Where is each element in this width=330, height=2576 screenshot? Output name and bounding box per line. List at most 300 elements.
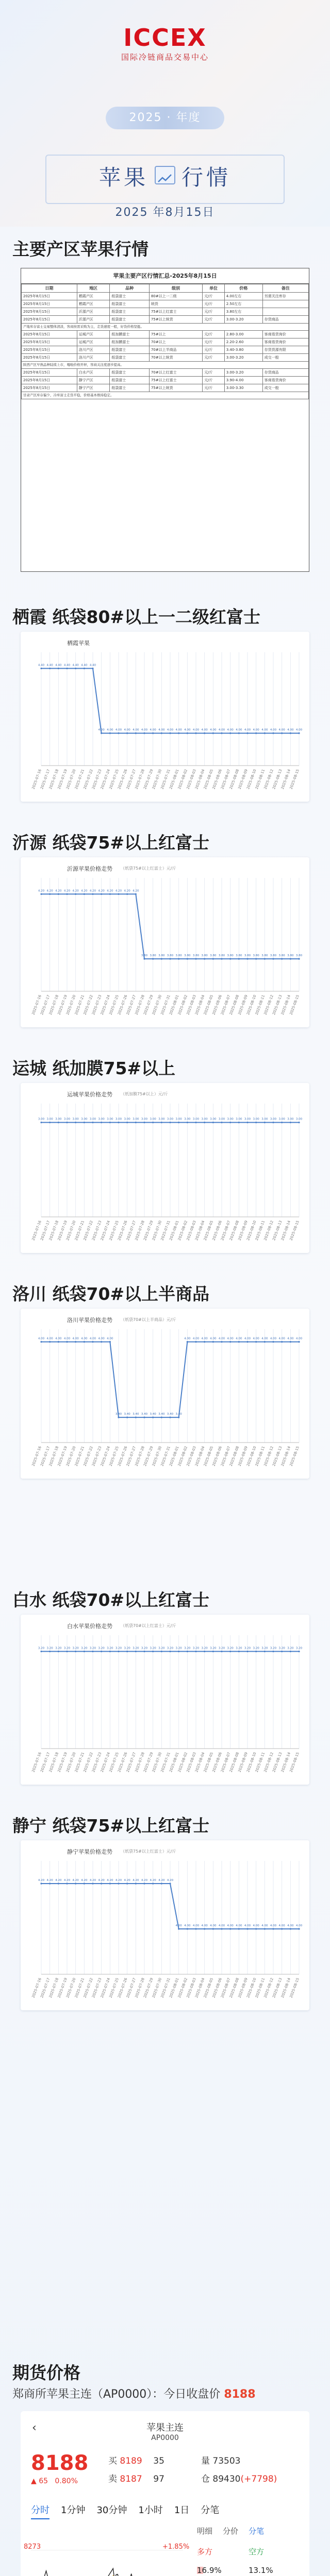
data-point — [143, 1883, 145, 1884]
title-left: 苹果 — [98, 165, 148, 190]
data-point — [135, 1883, 137, 1884]
x-tick-label: 2025-08-01 — [169, 1751, 180, 1773]
data-point — [66, 893, 68, 895]
table-row — [22, 354, 309, 362]
data-point — [212, 733, 214, 734]
data-label: 3.80 — [175, 954, 182, 958]
x-tick-label: 2025-07-17 — [40, 768, 51, 790]
x-tick-label: 2025-08-04 — [194, 994, 206, 1015]
data-label: 3.20 — [115, 1647, 122, 1650]
x-tick-label: 2025-07-29 — [143, 994, 154, 1015]
table-cell: 成交一般 — [262, 354, 308, 362]
data-point — [238, 1341, 240, 1343]
data-point — [178, 1122, 179, 1123]
data-label: 4.20 — [107, 889, 113, 893]
x-tick-label: 2025-07-20 — [65, 768, 77, 790]
data-point — [126, 1651, 128, 1652]
data-label: 4.20 — [55, 1879, 62, 1882]
x-tick-label: 2025-07-20 — [65, 1445, 77, 1467]
chart-title: 运城苹果价格走势 — [67, 1091, 112, 1098]
tab-2[interactable]: 30分钟 — [96, 2505, 127, 2516]
data-point — [290, 958, 291, 960]
data-point — [161, 1883, 162, 1884]
x-tick-label: 2025-08-09 — [237, 1219, 249, 1241]
x-tick-label: 2025-08-11 — [254, 1977, 266, 1998]
x-tick-label: 2025-07-21 — [74, 768, 86, 790]
table-header-cell: 日期 — [22, 284, 77, 293]
x-tick-label: 2025-08-04 — [194, 1977, 206, 1998]
data-point — [264, 1122, 266, 1123]
data-label: 4.00 — [244, 1924, 251, 1927]
data-label: 4.40 — [55, 664, 62, 667]
data-point — [221, 1928, 222, 1929]
data-label: 4.20 — [115, 889, 122, 893]
x-tick-label: 2025-08-11 — [254, 768, 266, 790]
x-tick-label: 2025-07-19 — [57, 1445, 68, 1467]
table-cell: 栖霞产区 — [77, 300, 110, 308]
chart-unit: （纸袋70#以上红富士）元/斤 — [121, 1623, 176, 1628]
x-tick-label: 2025-07-19 — [57, 994, 68, 1015]
x-tick-label: 2025-07-24 — [100, 768, 111, 790]
data-label: 4.20 — [38, 889, 45, 893]
x-tick-label: 2025-07-17 — [40, 1445, 51, 1467]
tab-0[interactable]: 分时 — [31, 2503, 50, 2519]
data-point — [178, 1417, 179, 1418]
x-tick-label: 2025-07-23 — [91, 1751, 103, 1773]
data-point — [75, 668, 76, 669]
x-tick-label: 2025-08-09 — [237, 994, 249, 1015]
data-label: 4.00 — [236, 1337, 242, 1341]
data-point — [264, 1928, 266, 1929]
x-tick-label: 2025-08-03 — [186, 1219, 197, 1241]
data-point — [290, 733, 291, 734]
data-point — [264, 733, 266, 734]
data-point — [126, 733, 128, 734]
data-point — [118, 893, 119, 895]
data-label: 4.20 — [81, 1879, 88, 1882]
table-cell: 白水产区 — [77, 369, 110, 377]
x-tick-label: 2025-08-05 — [203, 1751, 214, 1773]
x-tick-label: 2025-07-27 — [125, 768, 137, 790]
section-heading-chart: 栖霞 纸袋80#以上一二级红富士 — [12, 607, 261, 627]
data-point — [204, 1928, 205, 1929]
table-cell: 3.00-3.30 — [224, 384, 262, 392]
data-label: 4.00 — [278, 1924, 285, 1927]
table-cell: 2.80-3.00 — [224, 331, 262, 338]
x-tick-label: 2025-07-29 — [143, 1977, 154, 1998]
x-tick-label: 2025-07-25 — [108, 1977, 120, 1998]
data-point — [238, 1928, 240, 1929]
x-tick-label: 2025-08-05 — [203, 994, 214, 1015]
side-tab-2[interactable]: 分笔 — [249, 2527, 265, 2536]
section-heading-futures: 期货价格 — [12, 2363, 80, 2383]
x-tick-label: 2025-08-02 — [177, 768, 189, 790]
tab-3[interactable]: 1小时 — [138, 2505, 163, 2516]
data-point — [272, 733, 274, 734]
x-tick-label: 2025-07-26 — [117, 768, 128, 790]
futures-code: AP0000 — [151, 2434, 179, 2442]
data-label: 4.20 — [63, 889, 71, 893]
x-tick-label: 2025-07-24 — [100, 1977, 111, 1998]
table-cell: 客商看货询价 — [262, 331, 308, 338]
data-point — [221, 1122, 222, 1123]
data-point — [195, 733, 196, 734]
table-note-row — [22, 392, 309, 399]
x-tick-label: 2025-07-31 — [160, 994, 171, 1015]
data-point — [255, 733, 257, 734]
data-label: 4.40 — [81, 664, 88, 667]
data-label: 4.00 — [89, 1337, 96, 1341]
data-label: 4.20 — [158, 1879, 165, 1882]
data-point — [264, 1341, 266, 1343]
x-tick-label: 2025-07-16 — [31, 1751, 42, 1773]
x-tick-label: 2025-08-03 — [186, 1445, 197, 1467]
data-point — [229, 958, 231, 960]
data-label: 4.00 — [227, 1924, 234, 1927]
sell-label: 卖 — [108, 2474, 117, 2484]
x-tick-label: 2025-07-22 — [82, 768, 94, 790]
table-cell: 75#以上统货 — [149, 316, 202, 324]
data-label: 3.20 — [72, 1647, 79, 1650]
x-tick-label: 2025-07-22 — [82, 1219, 94, 1241]
table-note-row — [22, 324, 309, 331]
data-label: 4.40 — [89, 664, 96, 667]
data-label: 3.20 — [236, 1647, 242, 1650]
x-tick-label: 2025-07-24 — [100, 1751, 111, 1773]
data-point — [169, 1417, 171, 1418]
data-label: 4.00 — [192, 1924, 200, 1927]
title-box — [45, 155, 285, 204]
table-note-row — [22, 362, 309, 369]
data-label: 3.00 — [98, 1117, 105, 1121]
data-point — [92, 1883, 93, 1884]
data-label: 3.20 — [81, 1647, 88, 1650]
x-tick-label: 2025-07-22 — [82, 994, 94, 1015]
volume-value: 73503 — [212, 2456, 241, 2466]
data-point — [58, 1651, 59, 1652]
data-point — [195, 1341, 196, 1343]
data-label: 3.80 — [141, 954, 148, 958]
data-point — [298, 958, 300, 960]
data-label: 4.20 — [150, 1879, 156, 1882]
table-cell: 存货商品 — [262, 369, 308, 377]
data-label: 4.20 — [98, 1879, 105, 1882]
data-point — [118, 1883, 119, 1884]
x-tick-label: 2025-08-11 — [254, 1751, 266, 1773]
x-tick-label: 2025-08-07 — [220, 1445, 232, 1467]
data-point — [58, 893, 59, 895]
data-point — [187, 733, 188, 734]
x-tick-label: 2025-08-14 — [280, 1219, 292, 1241]
table-row — [22, 300, 309, 308]
x-tick-label: 2025-08-13 — [272, 1445, 283, 1467]
data-point — [229, 1341, 231, 1343]
chart-title: 白水苹果价格走势 — [67, 1623, 112, 1630]
data-label: 4.20 — [107, 1879, 113, 1882]
data-label: 4.20 — [63, 1879, 71, 1882]
x-tick-label: 2025-07-17 — [40, 1751, 51, 1773]
data-point — [40, 1651, 42, 1652]
line-chart — [21, 632, 309, 802]
data-label: 3.00 — [167, 1117, 174, 1121]
side-tab-1[interactable]: 分价 — [223, 2527, 239, 2536]
table-header-cell: 单位 — [203, 284, 225, 293]
order-flow-right: 13.1% — [249, 2566, 273, 2575]
buy-volume: 35 — [153, 2456, 164, 2466]
data-point — [229, 1928, 231, 1929]
x-tick-label: 2025-08-13 — [272, 1751, 283, 1773]
x-tick-label: 2025-08-12 — [263, 1751, 274, 1773]
oi-label: 仓 — [201, 2474, 210, 2484]
data-point — [161, 1417, 162, 1418]
data-label: 3.00 — [72, 1117, 79, 1121]
data-point — [40, 668, 42, 669]
x-tick-label: 2025-07-18 — [48, 1751, 60, 1773]
data-point — [49, 668, 51, 669]
data-label: 4.00 — [201, 728, 208, 732]
chart-title: 静宁苹果价格走势 — [67, 1849, 112, 1855]
x-tick-label: 2025-07-18 — [48, 1977, 60, 1998]
table-row — [22, 308, 309, 316]
table-cell: 沂源产区 — [77, 308, 110, 316]
data-label: 3.00 — [210, 1117, 217, 1121]
data-point — [281, 733, 283, 734]
data-label: 4.00 — [124, 728, 130, 732]
table-cell — [262, 308, 308, 316]
price-chart-card — [21, 1309, 309, 1479]
data-label: 4.00 — [210, 1337, 217, 1341]
data-point — [169, 1651, 171, 1652]
data-label: 3.00 — [107, 1117, 113, 1121]
data-point — [126, 1417, 128, 1418]
data-label: 4.00 — [201, 1337, 208, 1341]
data-label: 4.00 — [270, 1924, 277, 1927]
data-point — [135, 1122, 137, 1123]
bid-ask-block — [108, 2453, 164, 2484]
data-point — [246, 733, 248, 734]
price-chart-card — [21, 632, 309, 802]
x-tick-label: 2025-08-14 — [280, 768, 292, 790]
x-tick-label: 2025-08-01 — [169, 994, 180, 1015]
data-point — [178, 1651, 179, 1652]
data-point — [66, 1883, 68, 1884]
table-note: 产地库存富士交易整体清淡，客商按需采购为主，走货速度一般，好货价格坚挺。 — [22, 324, 309, 331]
data-point — [118, 1417, 119, 1418]
buy-price: 8189 — [120, 2456, 142, 2466]
table-cell: 运城产区 — [77, 331, 110, 338]
table-cell: 纸袋富士 — [110, 300, 149, 308]
x-tick-label: 2025-07-31 — [160, 1751, 171, 1773]
data-point — [84, 1883, 85, 1884]
x-tick-label: 2025-08-13 — [272, 1219, 283, 1241]
order-flow-row — [197, 2546, 300, 2557]
tab-5[interactable]: 分笔 — [201, 2505, 220, 2516]
data-label: 3.20 — [158, 1647, 165, 1650]
data-point — [152, 1417, 154, 1418]
data-label: 4.00 — [253, 728, 259, 732]
table-cell: 纸袋富士 — [110, 377, 149, 384]
data-point — [75, 1341, 76, 1343]
oi-value: 89430 — [212, 2474, 241, 2484]
data-point — [204, 1341, 205, 1343]
data-point — [126, 893, 128, 895]
x-tick-label: 2025-07-18 — [48, 994, 60, 1015]
data-point — [204, 1651, 205, 1652]
x-tick-label: 2025-07-22 — [82, 1977, 94, 1998]
tab-1[interactable]: 1分钟 — [61, 2505, 86, 2516]
table-cell: 静宁产区 — [77, 377, 110, 384]
x-tick-label: 2025-07-25 — [108, 1445, 120, 1467]
x-tick-label: 2025-08-08 — [228, 1977, 240, 1998]
table-cell: 纸袋富士 — [110, 346, 149, 354]
x-tick-label: 2025-08-15 — [289, 1445, 300, 1467]
data-point — [229, 1651, 231, 1652]
data-label: 4.00 — [236, 728, 242, 732]
data-label: 4.00 — [150, 728, 156, 732]
x-tick-label: 2025-07-21 — [74, 1751, 86, 1773]
data-label: 3.20 — [184, 1647, 191, 1650]
data-point — [92, 893, 93, 895]
table-cell: 2025年8月15日 — [22, 369, 77, 377]
report-date: 2025 年8月15日 — [115, 206, 215, 219]
data-point — [169, 1883, 171, 1884]
data-point — [109, 1122, 111, 1123]
data-point — [204, 733, 205, 734]
data-point — [187, 1341, 188, 1343]
table-cell: 元/斤 — [203, 384, 225, 392]
table-cell: 客商看货询价 — [262, 377, 308, 384]
data-point — [49, 893, 51, 895]
x-tick-label: 2025-07-20 — [65, 994, 77, 1015]
data-point — [187, 1651, 188, 1652]
x-tick-label: 2025-07-17 — [40, 994, 51, 1015]
data-point — [204, 958, 205, 960]
x-tick-label: 2025-08-11 — [254, 1219, 266, 1241]
table-cell: 洛川产区 — [77, 346, 110, 354]
x-tick-label: 2025-08-13 — [272, 1977, 283, 1998]
data-point — [75, 893, 76, 895]
data-label: 3.20 — [218, 1647, 225, 1650]
data-point — [246, 958, 248, 960]
data-label: 3.40 — [124, 1413, 130, 1416]
tab-4[interactable]: 1日 — [174, 2505, 190, 2516]
table-note: 甘肃产区库存偏少，冷库富士走货平稳，价格基本维持稳定。 — [22, 392, 309, 399]
data-point — [101, 1651, 102, 1652]
data-label: 4.00 — [295, 728, 303, 732]
x-tick-label: 2025-08-08 — [228, 1445, 240, 1467]
data-label: 3.80 — [295, 954, 303, 958]
data-point — [238, 733, 240, 734]
table-row — [22, 293, 309, 300]
data-point — [40, 1341, 42, 1343]
chart-unit: （纸袋70#以上半商品）元/斤 — [121, 1317, 176, 1322]
data-point — [92, 668, 93, 669]
data-label: 3.80 — [227, 954, 234, 958]
section-heading-chart: 运城 纸加膜75#以上 — [12, 1058, 176, 1078]
table-row — [22, 346, 309, 354]
table-header-cell: 备注 — [262, 284, 308, 293]
x-tick-label: 2025-08-15 — [289, 1977, 300, 1998]
data-point — [212, 1341, 214, 1343]
x-tick-label: 2025-08-02 — [177, 1445, 189, 1467]
line-chart — [21, 1309, 309, 1479]
data-point — [255, 1341, 257, 1343]
data-label: 4.20 — [141, 1879, 148, 1882]
data-label: 3.00 — [133, 1117, 139, 1121]
data-label: 3.80 — [184, 954, 191, 958]
futures-last-price: 8188 — [31, 2451, 89, 2475]
x-tick-label: 2025-07-19 — [57, 1751, 68, 1773]
table-cell: 纸加膜富士 — [110, 331, 149, 338]
data-point — [298, 733, 300, 734]
data-label: 4.00 — [295, 1337, 303, 1341]
table-cell: 沂源产区 — [77, 316, 110, 324]
table-cell: 纸袋富士 — [110, 384, 149, 392]
data-label: 3.00 — [253, 1117, 259, 1121]
data-label: 4.00 — [72, 1337, 79, 1341]
data-label: 3.20 — [244, 1647, 251, 1650]
table-cell: 另需关注库存 — [262, 293, 308, 300]
data-point — [255, 958, 257, 960]
data-label: 3.20 — [150, 1647, 156, 1650]
data-point — [229, 1122, 231, 1123]
x-tick-label: 2025-08-09 — [237, 1751, 249, 1773]
data-point — [135, 893, 137, 895]
table-cell: 75#以上统货 — [149, 384, 202, 392]
table-cell: 元/斤 — [203, 354, 225, 362]
chart-unit: （纸袋75#以上红富士）元/斤 — [121, 1849, 176, 1854]
data-point — [272, 1122, 274, 1123]
x-tick-label: 2025-08-15 — [289, 1219, 300, 1241]
data-label: 4.00 — [175, 728, 182, 732]
data-point — [92, 1651, 93, 1652]
table-cell: 元/斤 — [203, 338, 225, 346]
x-tick-label: 2025-07-25 — [108, 1751, 120, 1773]
futures-change-pct: 0.80% — [55, 2477, 78, 2485]
data-point — [255, 1928, 257, 1929]
side-tab-0[interactable]: 明细 — [197, 2527, 213, 2536]
data-label: 4.00 — [210, 1924, 217, 1927]
data-point — [272, 1928, 274, 1929]
data-label: 4.40 — [46, 664, 53, 667]
data-label: 3.20 — [133, 1647, 139, 1650]
data-point — [49, 1341, 51, 1343]
data-point — [118, 1122, 119, 1123]
x-tick-label: 2025-08-10 — [246, 768, 257, 790]
x-tick-label: 2025-07-31 — [160, 1445, 171, 1467]
data-label: 3.40 — [115, 1413, 122, 1416]
table-cell: 75#以上 — [149, 331, 202, 338]
table-cell: 纸加膜富士 — [110, 338, 149, 346]
data-point — [126, 1122, 128, 1123]
data-label: 4.00 — [158, 728, 165, 732]
x-tick-label: 2025-07-27 — [125, 1219, 137, 1241]
x-tick-label: 2025-08-12 — [263, 994, 274, 1015]
price-chart-card — [21, 1615, 309, 1785]
data-label: 3.00 — [295, 1117, 303, 1121]
back-icon[interactable]: ‹ — [32, 2421, 37, 2434]
data-label: 3.00 — [201, 1117, 208, 1121]
x-tick-label: 2025-07-20 — [65, 1977, 77, 1998]
data-point — [229, 733, 231, 734]
data-label: 3.20 — [46, 1647, 53, 1650]
table-cell: 2025年8月15日 — [22, 377, 77, 384]
x-tick-label: 2025-07-21 — [74, 994, 86, 1015]
data-label: 4.00 — [295, 1924, 303, 1927]
data-label: 3.00 — [184, 1117, 191, 1121]
chart-title: 沂源苹果价格走势 — [67, 866, 112, 872]
x-tick-label: 2025-08-08 — [228, 768, 240, 790]
